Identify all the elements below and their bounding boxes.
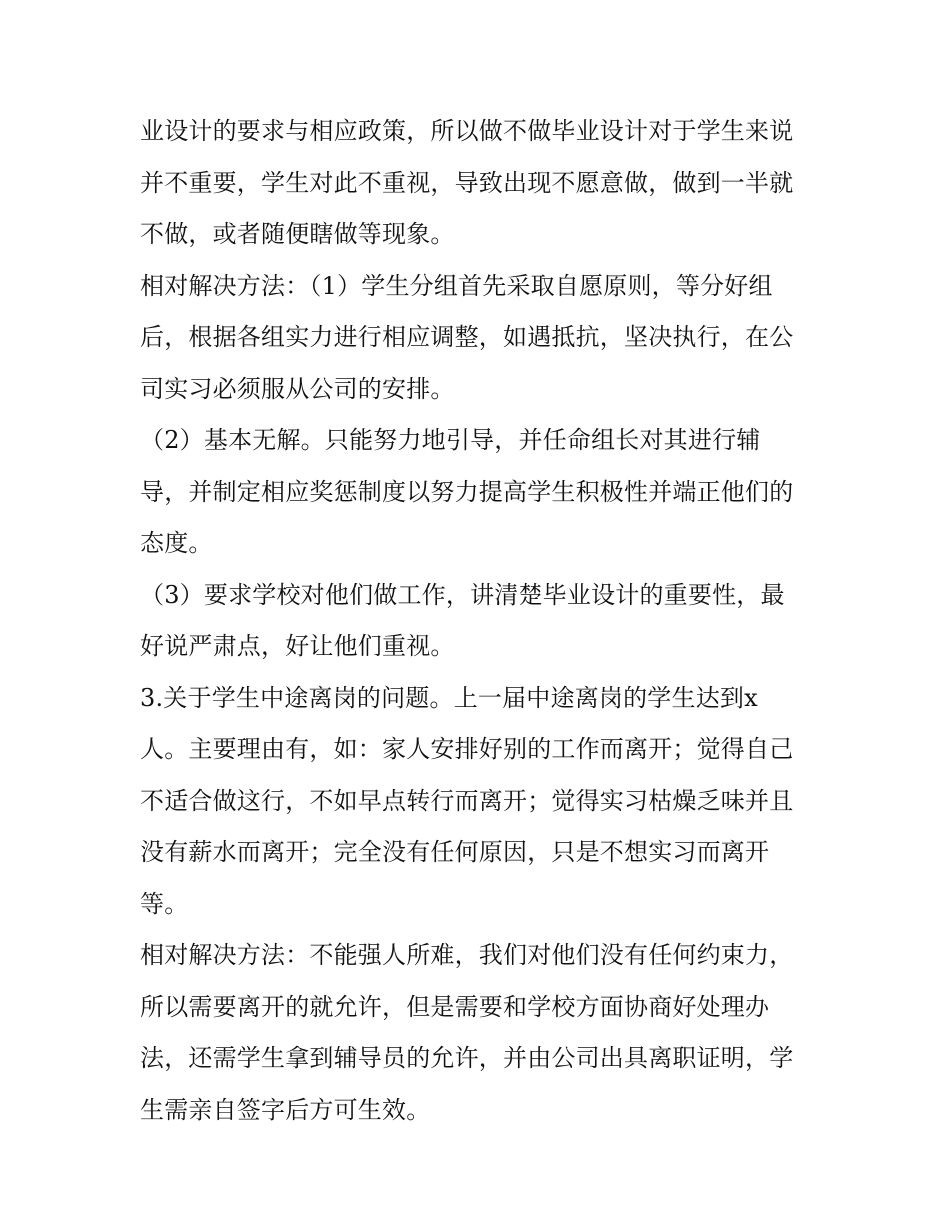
text-line: （3）要求学校对他们做工作，讲清楚毕业设计的重要性，最 <box>140 580 785 609</box>
text-line: 3.关于学生中途离岗的问题。上一届中途离岗的学生达到x <box>140 683 758 712</box>
text-line: 态度。 <box>140 529 213 557</box>
text-line: 后，根据各组实力进行相应调整，如遇抵抗，坚决执行，在公 <box>140 323 794 351</box>
document-body <box>140 106 830 1136</box>
text-line: 所以需要离开的就允许，但是需要和学校方面协商好处理办 <box>140 992 770 1021</box>
text-line: 等。 <box>140 889 189 918</box>
text-line: （2）基本无解。只能努力地引导，并任命组长对其进行辅 <box>140 426 761 454</box>
text-line: 人。主要理由有，如：家人安排好别的工作而离开；觉得自己 <box>140 735 794 763</box>
text-line: 不做，或者随便瞎做等现象。 <box>140 220 455 248</box>
text-line: 生需亲自签字后方可生效。 <box>140 1095 431 1124</box>
text-line: 司实习必须服从公司的安排。 <box>140 374 455 403</box>
text-line: 相对解决方法：不能强人所难，我们对他们没有任何约束力， <box>140 941 794 969</box>
text-line: 业设计的要求与相应政策，所以做不做毕业设计对于学生来说 <box>140 117 794 145</box>
text-line: 导，并制定相应奖惩制度以努力提高学生积极性并端正他们的 <box>140 477 794 506</box>
text-line: 不适合做这行，不如早点转行而离开；觉得实习枯燥乏味并且 <box>140 786 794 815</box>
text-line: 法，还需学生拿到辅导员的允许，并由公司出具离职证明，学 <box>140 1044 794 1072</box>
text-line: 相对解决方法：（1）学生分组首先采取自愿原则，等分好组 <box>140 271 773 300</box>
text-line: 好说严肃点，好让他们重视。 <box>140 632 455 660</box>
text-line: 没有薪水而离开；完全没有任何原因，只是不想实习而离开 <box>140 838 770 866</box>
text-line: 并不重要，学生对此不重视，导致出现不愿意做，做到一半就 <box>140 168 794 197</box>
